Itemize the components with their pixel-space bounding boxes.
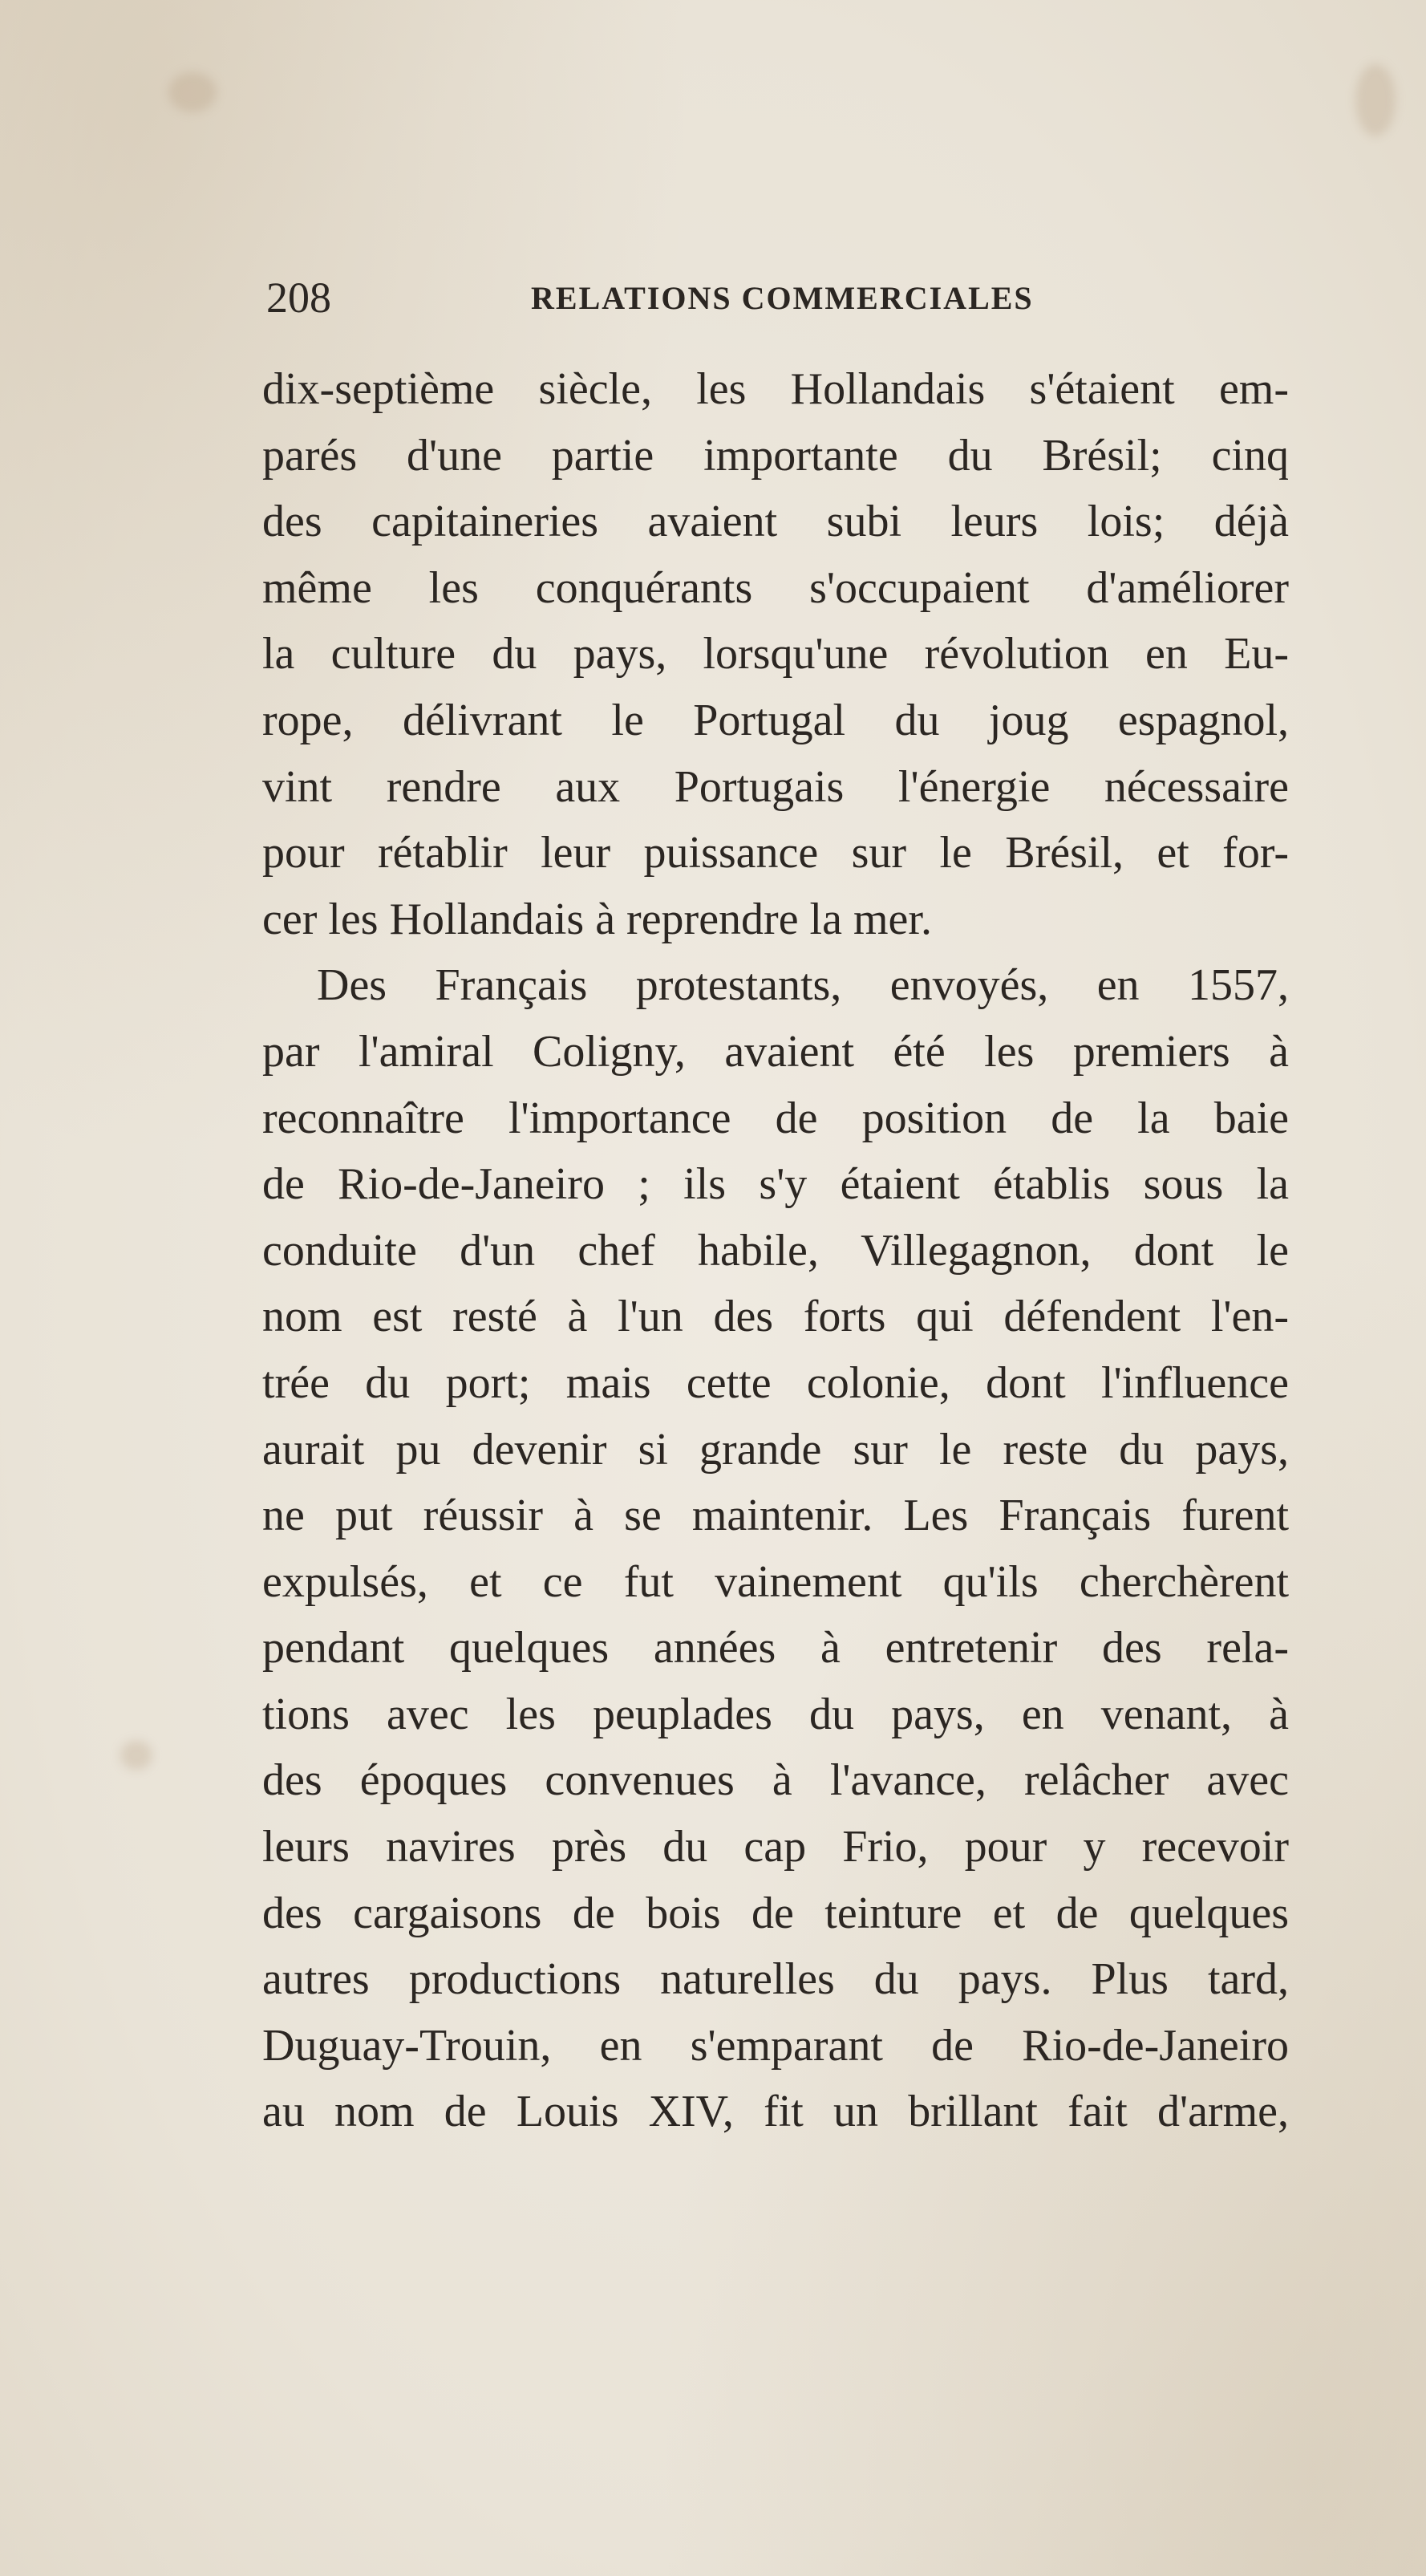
page-number: 208 (266, 274, 331, 322)
text-line: pour rétablir leur puissance sur le Brésil, et for- (262, 828, 1289, 878)
text-line: trée du port; mais cette colonie, dont l'influence (262, 1357, 1289, 1408)
paper-stain (168, 72, 217, 112)
text-line: au nom de Louis XIV, fit un brillant fait d'arme, (262, 2087, 1289, 2137)
text-line: de Rio-de-Janeiro ; ils s'y étaient établis sous la (262, 1159, 1289, 1210)
text-line: leurs navires près du cap Frio, pour y recevoir (262, 1822, 1289, 1872)
text-line: nom est resté à l'un des forts qui défendent l'en- (262, 1292, 1289, 1342)
text-line: conduite d'un chef habile, Villegagnon, dont le (262, 1225, 1289, 1276)
running-head (266, 270, 1068, 326)
text-line: expulsés, et ce fut vainement qu'ils cherchèrent (262, 1556, 1289, 1607)
text-line: Duguay-Trouin, en s'emparant de Rio-de-Janeiro (262, 2020, 1289, 2071)
text-line: ne put réussir à se maintenir. Les Français furent (262, 1491, 1289, 1541)
paper-stain (120, 1741, 152, 1770)
text-line: reconnaître l'importance de position de la baie (262, 1093, 1289, 1143)
text-line: tions avec les peuplades du pays, en venant, à (262, 1689, 1289, 1739)
text-line: pendant quelques années à entretenir des rela- (262, 1623, 1289, 1673)
text-line: parés d'une partie importante du Brésil; cinq (262, 430, 1289, 481)
text-line: vint rendre aux Portugais l'énergie nécessaire (262, 761, 1289, 812)
paper-stain (1355, 64, 1396, 136)
text-line: Des Français protestants, envoyés, en 1557, (317, 960, 1289, 1011)
text-line: par l'amiral Coligny, avaient été les premiers à (262, 1026, 1289, 1077)
text-line: des capitaineries avaient subi leurs lois; déjà (262, 497, 1289, 547)
text-line: aurait pu devenir si grande sur le reste du pays, (262, 1424, 1289, 1475)
text-line: cer les Hollandais à reprendre la mer. (262, 894, 932, 944)
text-line: même les conquérants s'occupaient d'améliorer (262, 562, 1289, 613)
text-line: des cargaisons de bois de teinture et de quelques (262, 1888, 1289, 1938)
body-text (262, 356, 1289, 2145)
text-line: rope, délivrant le Portugal du joug espagnol, (262, 695, 1289, 745)
text-line: des époques convenues à l'avance, relâcher avec (262, 1755, 1289, 1806)
text-line: dix-septième siècle, les Hollandais s'étaient em- (262, 364, 1289, 414)
text-line: autres productions naturelles du pays. Plus tard, (262, 1954, 1289, 2005)
running-title: RELATIONS COMMERCIALES (531, 280, 1034, 316)
text-line: la culture du pays, lorsqu'une révolution en Eu- (262, 629, 1289, 679)
